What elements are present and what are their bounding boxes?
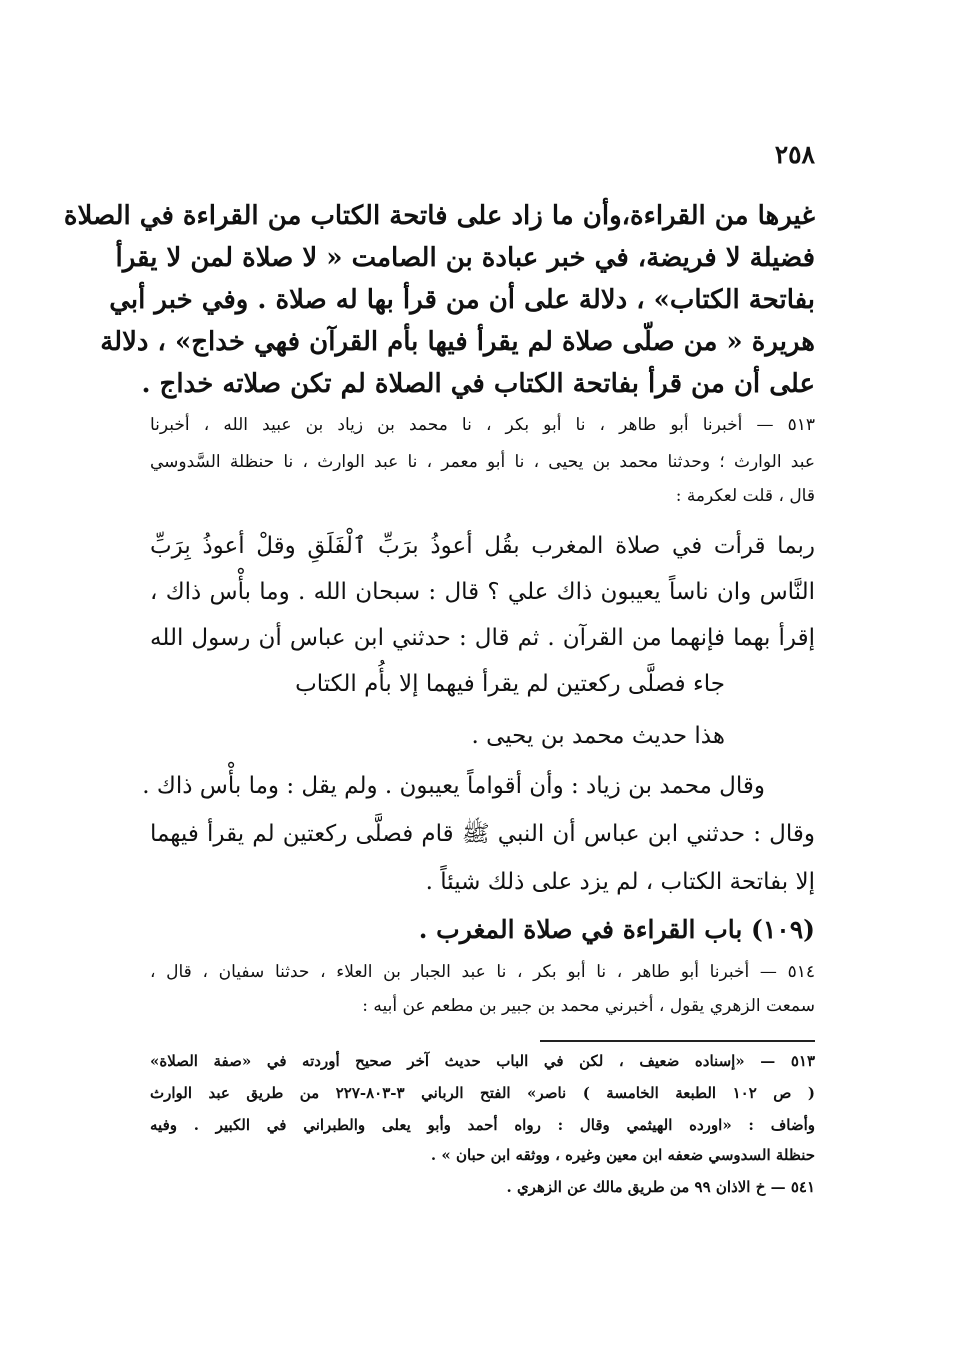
footnote-line: ٥١٣ — «إسناده ضعيف ، لكن في الباب حديث آخر صحيح أوردته في «صفة الصلاة» — [150, 1052, 815, 1070]
isnad-line: عبد الوارث ؛ وحدثنا محمد بن يحيى ، نا أبو معمر ، نا عبد الوارث ، نا حنظلة السَّدوسي — [150, 452, 815, 472]
isnad-line: ٥١٣ — أخبرنا أبو طاهر ، نا أبو بكر ، نا محمد بن زياد بن عبيد الله ، أخبرنا — [150, 415, 815, 435]
intro-line: غيرها من القراءة،وأن ما زاد على فاتحة الكتاب من القراءة في الصلاة — [63, 201, 815, 231]
footnote-line: حنظلة السدوسي ضعفه ابن معين وغيره ، ووثقه ابن حبان » . — [430, 1146, 815, 1164]
intro-line: فضيلة لا فريضة، في خبر عبادة بن الصامت « لا صلاة لمن لا يقرأ — [115, 243, 815, 273]
isnad-line: قال ، قلت لعكرمة : — [675, 486, 815, 506]
isnad-line: ٥١٤ — أخبرنا أبو طاهر ، نا أبو بكر ، نا عبد الجبار بن العلاء ، حدثنا سفيان ، قال ، — [150, 962, 815, 982]
hadith-line: ربما قرأت في صلاة المغرب بقُل أعوذُ برَبِّ ٱلْفَلَقِ وقلْ أعوذُ بِرَبِّ — [150, 533, 815, 559]
hadith-line: إلا بفاتحة الكتاب ، لم يزد على ذلك شيئاً . — [425, 869, 815, 895]
hadith-line: إقرأ بهما فإنهما من القرآن . ثم قال : حدثني ابن عباس أن رسول الله — [150, 625, 815, 651]
page-number: ٢٥٨ — [774, 140, 815, 169]
hadith-line: وقال : حدثني ابن عباس أن النبي ﷺ قام فصلَّى ركعتين لم يقرأ فيهما — [150, 821, 815, 847]
intro-line: هريرة « من صلّى صلاة لم يقرأ فيها بأم القرآن فهي خداج» ، دلالة — [100, 327, 815, 357]
footnote-line: ٥٤١ — خ الاذان ٩٩ من طريق مالك عن الزهري . — [506, 1178, 815, 1196]
hadith-line: وقال محمد بن زياد : وأن أقواماً يعيبون . ولم يقل : وما بأْس ذاك . — [142, 773, 765, 799]
footnote-line: ( ص ١٠٢ الطبعة الخامسة ) ناصر» الفتح الرباني ٣-٨٠٣-٢٢٧ من طريق عبد الوارث — [150, 1084, 815, 1102]
footnote-line: وأضاف : «اورده الهيثمي وقال : رواه أحمد وأبو يعلى والطبراني في الكبير . وفيه — [150, 1116, 815, 1134]
hadith-line: النَّاس وان ناساً يعيبون ذاك علي ؟ قال : سبحان الله . وما بأْس ذاك ، — [150, 579, 815, 605]
hadith-line: هذا حديث محمد بن يحيى . — [471, 723, 725, 749]
isnad-line: سمعت الزهري يقول ، أخبرني محمد بن جبير بن مطعم عن أبيه : — [362, 996, 815, 1016]
intro-line: بفاتحة الكتاب» ، دلالة على أن من قرأ بها له صلاة . وفي خبر أبي — [109, 285, 815, 315]
hadith-line: جاء فصلَّى ركعتين لم يقرأ فيهما إلا بأُم الكتاب — [295, 671, 725, 697]
footnote-divider — [540, 1040, 815, 1042]
chapter-heading: (١٠٩) باب القراءة في صلاة المغرب . — [418, 915, 815, 944]
intro-line: على أن من قرأ بفاتحة الكتاب في الصلاة لم تكن صلاته خداج . — [141, 369, 815, 399]
